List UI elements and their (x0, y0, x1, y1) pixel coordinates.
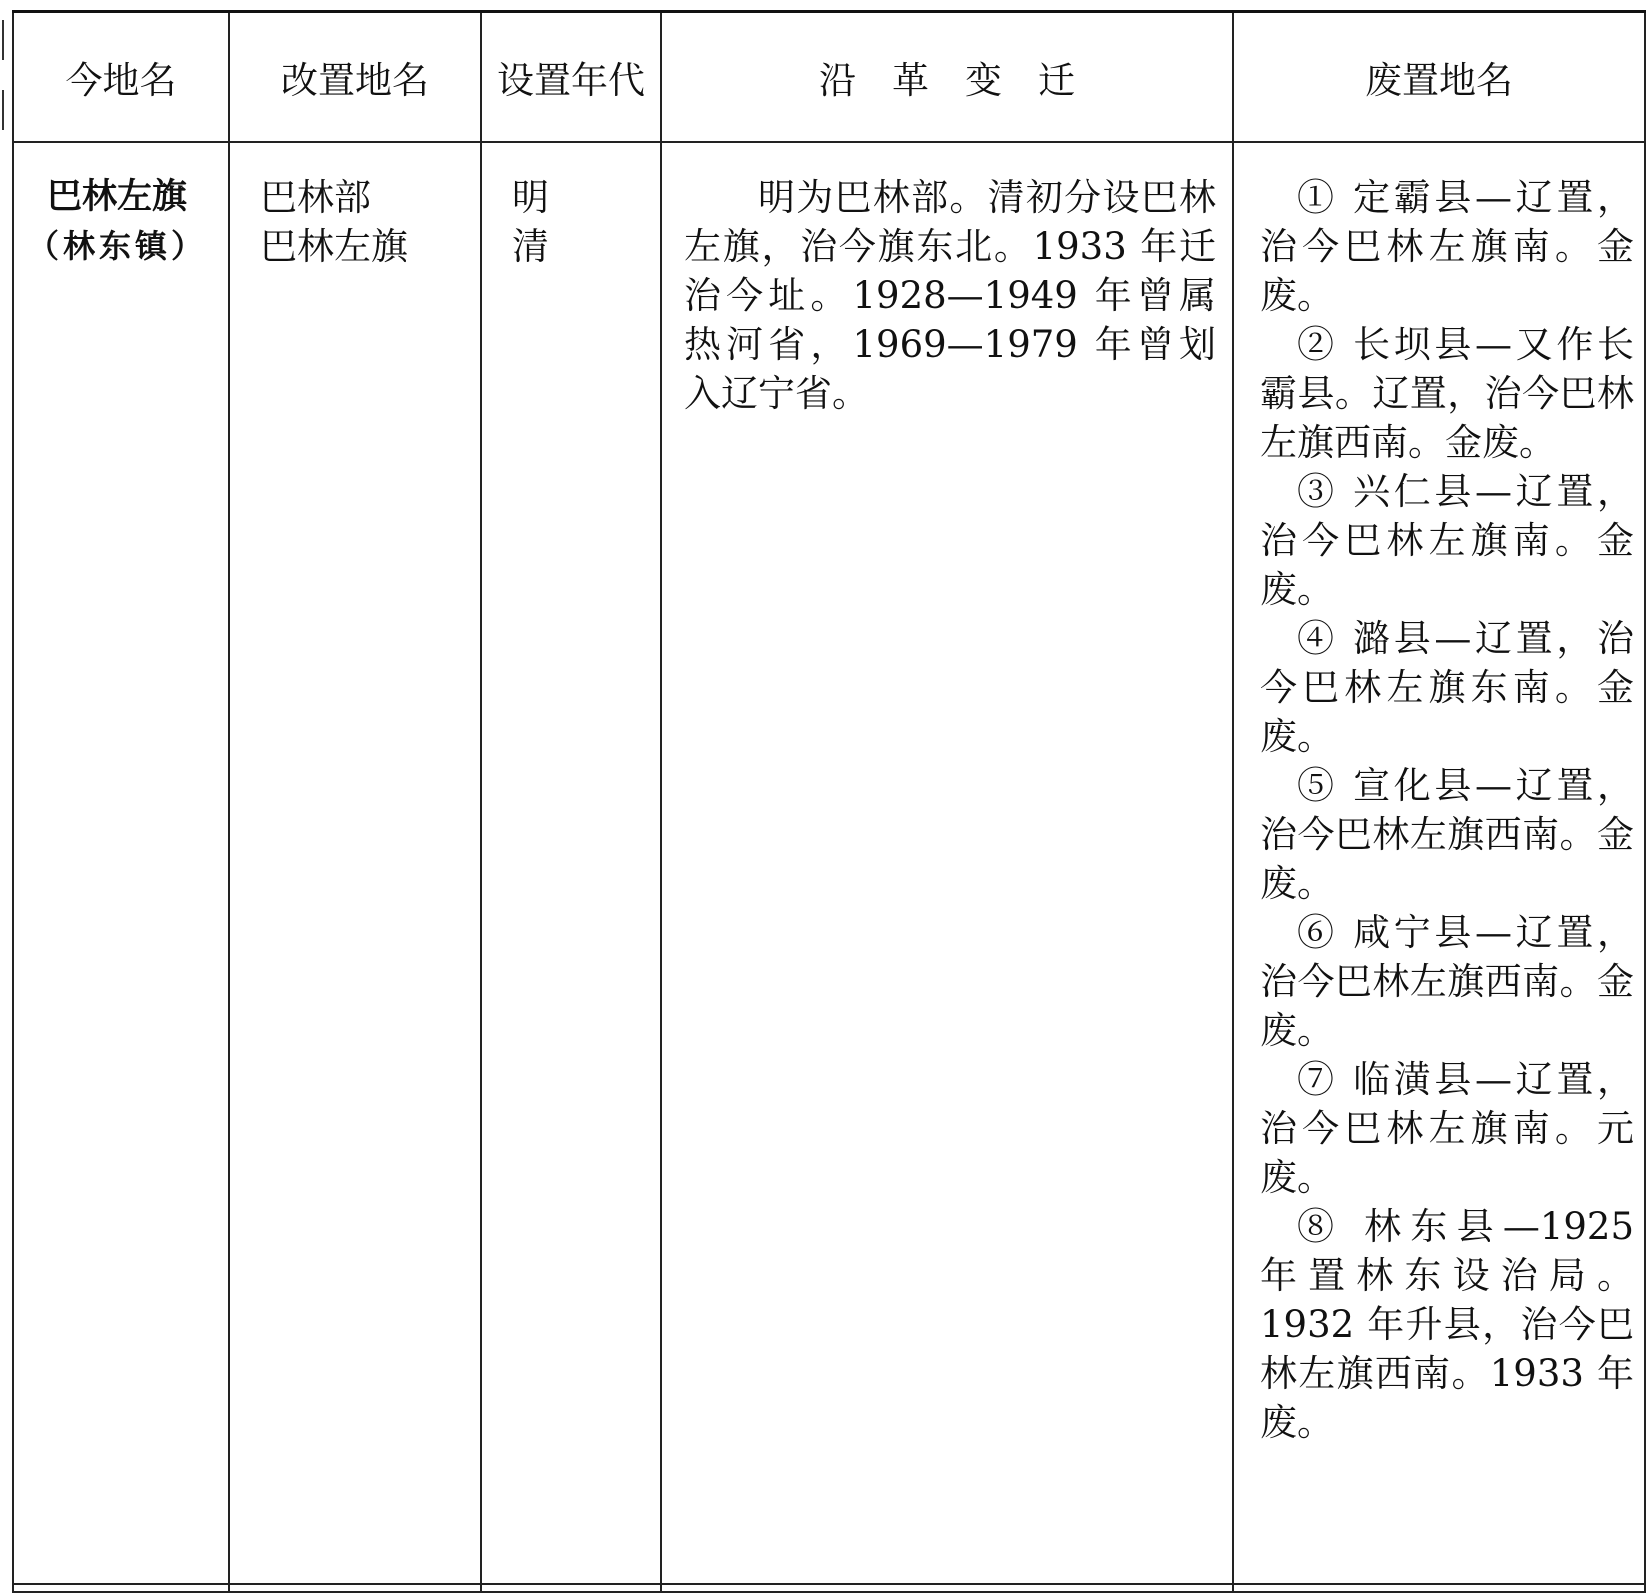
empty-cell (13, 1584, 229, 1592)
current-name-cell (13, 142, 229, 1584)
margin-mark (2, 20, 4, 60)
era: 清 (512, 225, 549, 268)
empty-cell (481, 1584, 661, 1592)
header-renamed-name: 改置地名 (229, 12, 481, 143)
header-established-era: 设置年代 (481, 12, 661, 143)
evolution-text: 明为巴林部。清初分设巴林左旗，治今旗东北。1933 年迁治今址。1928—1949 年曾属热河省，1969—1979 年曾划入辽宁省。 (684, 176, 1216, 415)
abolished-entry: ③ 兴仁县—辽置，治今巴林左旗南。金废。 (1260, 470, 1634, 611)
abolished-cell (1233, 142, 1645, 1584)
renamed-name-cell (229, 142, 481, 1584)
margin-mark (2, 90, 4, 130)
abolished-entry: ② 长坝县—又作长霸县。辽置，治今巴林左旗西南。金废。 (1260, 323, 1634, 464)
abolished-entry: ⑤ 宣化县—辽置，治今巴林左旗西南。金废。 (1260, 764, 1634, 905)
empty-cell (661, 1584, 1233, 1592)
era-cell (481, 142, 661, 1584)
current-seat: （林东镇） (26, 227, 207, 265)
current-name: 巴林左旗 (46, 177, 187, 217)
abolished-entry: ⑦ 临潢县—辽置，治今巴林左旗南。元废。 (1260, 1058, 1634, 1199)
header-current-name: 今地名 (13, 12, 229, 143)
abolished-entry: ⑥ 咸宁县—辽置，治今巴林左旗西南。金废。 (1260, 911, 1634, 1052)
renamed-name: 巴林左旗 (260, 225, 408, 268)
empty-cell (229, 1584, 481, 1592)
gazetteer-table (12, 10, 1646, 1593)
abolished-entry: ⑧ 林东县—1925 年置林东设治局。1932 年升县，治今巴林左旗西南。1933 年废。 (1260, 1205, 1634, 1444)
empty-cell (1233, 1584, 1645, 1592)
evolution-cell (661, 142, 1233, 1584)
abolished-entry: ① 定霸县—辽置，治今巴林左旗南。金废。 (1260, 176, 1634, 317)
era: 明 (512, 176, 549, 219)
header-evolution: 沿革变迁 (661, 12, 1233, 143)
header-row (13, 12, 1645, 143)
abolished-entry: ④ 潞县—辽置，治今巴林左旗东南。金废。 (1260, 617, 1634, 758)
table-row (13, 1584, 1645, 1592)
table-row (13, 142, 1645, 1584)
header-abolished-names: 废置地名 (1233, 12, 1645, 143)
renamed-name: 巴林部 (260, 176, 371, 219)
